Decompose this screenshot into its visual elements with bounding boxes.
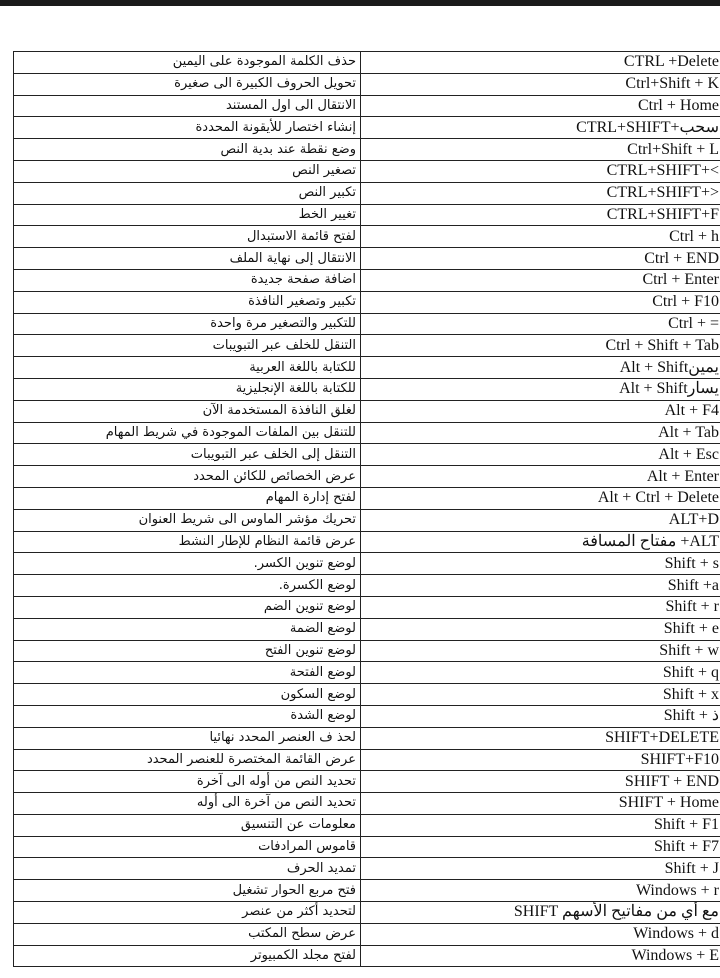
shortcut-row <box>14 52 720 74</box>
shortcut-row <box>14 139 720 161</box>
shortcut-keys: Alt + Esc <box>361 444 720 466</box>
shortcut-description: تكبير وتصغير النافذة <box>14 291 361 313</box>
shortcut-description: التنقل إلى الخلف عبر التبويبات <box>14 444 361 466</box>
shortcut-description: تكبير النص <box>14 182 361 204</box>
shortcut-keys: مفتاح المسافة +ALT <box>361 531 720 553</box>
shortcut-keys: CTRL+SHIFT+سحب <box>361 117 720 139</box>
shortcut-description: لفتح مجلد الكمبيوتر <box>14 945 361 967</box>
shortcut-keys: Shift + s <box>361 553 720 575</box>
shortcut-keys: Shift + w <box>361 640 720 662</box>
shortcut-row <box>14 553 720 575</box>
shortcut-description: لوضع تنوين الضم <box>14 596 361 618</box>
shortcut-keys: CTRL+SHIFT+F <box>361 204 720 226</box>
shortcut-row <box>14 727 720 749</box>
shortcut-row <box>14 487 720 509</box>
shortcut-keys: Alt + Shiftيمين <box>361 357 720 379</box>
shortcut-description: لفتح إدارة المهام <box>14 487 361 509</box>
shortcut-row <box>14 313 720 335</box>
shortcut-keys: Ctrl + END <box>361 248 720 270</box>
shortcut-row <box>14 204 720 226</box>
shortcut-description: تصغير النص <box>14 160 361 182</box>
shortcut-row <box>14 160 720 182</box>
top-border-bar <box>0 0 720 6</box>
shortcut-row <box>14 749 720 771</box>
shortcut-row <box>14 858 720 880</box>
shortcut-description: الانتقال الى اول المستند <box>14 95 361 117</box>
shortcut-row <box>14 117 720 139</box>
shortcut-row <box>14 182 720 204</box>
shortcut-description: التنقل للخلف عبر التبويبات <box>14 335 361 357</box>
shortcut-keys: Ctrl+Shift + L <box>361 139 720 161</box>
shortcut-row <box>14 269 720 291</box>
shortcut-row <box>14 705 720 727</box>
shortcut-keys: Shift + e <box>361 618 720 640</box>
shortcut-description: عرض قائمة النظام للإطار النشط <box>14 531 361 553</box>
shortcut-keys: CTRL+SHIFT+> <box>361 182 720 204</box>
shortcut-keys: Ctrl + F10 <box>361 291 720 313</box>
shortcut-keys: SHIFT + END <box>361 771 720 793</box>
shortcut-description: عرض القائمة المختصرة للعنصر المحدد <box>14 749 361 771</box>
shortcut-description: عرض الخصائص للكائن المحدد <box>14 466 361 488</box>
shortcut-keys: Ctrl + Home <box>361 95 720 117</box>
shortcut-row <box>14 73 720 95</box>
shortcut-keys: Shift + F7 <box>361 836 720 858</box>
shortcut-row <box>14 771 720 793</box>
shortcut-row <box>14 357 720 379</box>
shortcut-row <box>14 248 720 270</box>
shortcut-row <box>14 793 720 815</box>
shortcuts-sheet <box>13 51 719 967</box>
shortcut-keys: Alt + Tab <box>361 422 720 444</box>
shortcut-keys: Shift + r <box>361 596 720 618</box>
shortcut-description: لحذ ف العنصر المحدد نهائيا <box>14 727 361 749</box>
shortcut-keys: SHIFT + Home <box>361 793 720 815</box>
shortcut-description: للكتابة باللغة العربية <box>14 357 361 379</box>
shortcut-keys: Alt + Enter <box>361 466 720 488</box>
shortcut-row <box>14 400 720 422</box>
shortcut-row <box>14 531 720 553</box>
shortcut-row <box>14 422 720 444</box>
shortcut-row <box>14 836 720 858</box>
shortcut-row <box>14 226 720 248</box>
shortcut-keys: SHIFT مع أي من مفاتيح الأسهم <box>361 902 720 924</box>
shortcut-description: للتنقل بين الملفات الموجودة في شريط المهام <box>14 422 361 444</box>
shortcut-description: لوضع تنوين الكسر. <box>14 553 361 575</box>
shortcuts-table-body <box>14 52 720 967</box>
shortcut-description: عرض سطح المكتب <box>14 923 361 945</box>
shortcut-description: إنشاء اختصار للأيقونة المحددة <box>14 117 361 139</box>
shortcut-description: للكتابة باللغة الإنجليزية <box>14 378 361 400</box>
shortcut-keys: CTRL+SHIFT+< <box>361 160 720 182</box>
shortcut-row <box>14 335 720 357</box>
shortcut-keys: Alt + F4 <box>361 400 720 422</box>
shortcut-description: لوضع السكون <box>14 684 361 706</box>
shortcut-keys: Shift + F1 <box>361 814 720 836</box>
shortcut-row <box>14 291 720 313</box>
shortcut-row <box>14 945 720 967</box>
shortcut-row <box>14 684 720 706</box>
shortcut-description: الانتقال إلى نهاية الملف <box>14 248 361 270</box>
shortcut-description: لوضع الفتحة <box>14 662 361 684</box>
shortcut-description: قاموس المرادفات <box>14 836 361 858</box>
shortcut-description: تغيير الخط <box>14 204 361 226</box>
shortcut-keys: Ctrl + = <box>361 313 720 335</box>
shortcut-description: اضافة صفحة جديدة <box>14 269 361 291</box>
shortcut-row <box>14 378 720 400</box>
shortcut-description: للتكبير والتصغير مرة واحدة <box>14 313 361 335</box>
shortcut-keys: Shift + q <box>361 662 720 684</box>
shortcut-keys: Ctrl + Enter <box>361 269 720 291</box>
shortcut-keys: Windows + E <box>361 945 720 967</box>
shortcut-description: لتحديد أكثر من عنصر <box>14 902 361 924</box>
shortcut-keys: Shift +a <box>361 575 720 597</box>
shortcut-keys: ALT+D <box>361 509 720 531</box>
shortcut-row <box>14 662 720 684</box>
shortcut-description: تحريك مؤشر الماوس الى شريط العنوان <box>14 509 361 531</box>
shortcut-description: وضع نقطة عند بدية النص <box>14 139 361 161</box>
shortcut-row <box>14 509 720 531</box>
shortcut-keys: SHIFT+F10 <box>361 749 720 771</box>
shortcut-keys: Shift + J <box>361 858 720 880</box>
shortcut-description: لفتح قائمة الاستبدال <box>14 226 361 248</box>
shortcut-keys: Shift + x <box>361 684 720 706</box>
shortcut-row <box>14 880 720 902</box>
shortcut-row <box>14 466 720 488</box>
shortcut-description: لوضع الشدة <box>14 705 361 727</box>
shortcut-description: لوضع الضمة <box>14 618 361 640</box>
shortcut-keys: CTRL +Delete <box>361 52 720 74</box>
shortcut-description: تحديد النص من آخرة الى أوله <box>14 793 361 815</box>
shortcut-keys: SHIFT+DELETE <box>361 727 720 749</box>
shortcut-row <box>14 618 720 640</box>
shortcut-keys: Ctrl + h <box>361 226 720 248</box>
shortcut-description: لوضع الكسرة. <box>14 575 361 597</box>
shortcut-description: لوضع تنوين الفتح <box>14 640 361 662</box>
shortcuts-table <box>13 51 720 967</box>
shortcut-row <box>14 575 720 597</box>
shortcut-keys: Ctrl + Shift + Tab <box>361 335 720 357</box>
shortcut-row <box>14 902 720 924</box>
shortcut-keys: Ctrl+Shift + K <box>361 73 720 95</box>
shortcut-keys: Shift + ذ <box>361 705 720 727</box>
shortcut-row <box>14 814 720 836</box>
shortcut-keys: Windows + r <box>361 880 720 902</box>
shortcut-description: تحويل الحروف الكبيرة الى صغيرة <box>14 73 361 95</box>
shortcut-row <box>14 640 720 662</box>
shortcut-row <box>14 923 720 945</box>
shortcut-keys: Alt + Shiftيسار <box>361 378 720 400</box>
shortcut-description: فتح مربع الحوار تشغيل <box>14 880 361 902</box>
shortcut-description: حذف الكلمة الموجودة على اليمين <box>14 52 361 74</box>
shortcut-keys: Alt + Ctrl + Delete <box>361 487 720 509</box>
shortcut-row <box>14 596 720 618</box>
shortcut-description: لغلق النافذة المستخدمة الآن <box>14 400 361 422</box>
shortcut-row <box>14 444 720 466</box>
shortcut-description: تمديد الحرف <box>14 858 361 880</box>
shortcut-description: معلومات عن التنسيق <box>14 814 361 836</box>
shortcut-keys: Windows + d <box>361 923 720 945</box>
shortcut-description: تحديد النص من أوله الى آخرة <box>14 771 361 793</box>
shortcut-row <box>14 95 720 117</box>
